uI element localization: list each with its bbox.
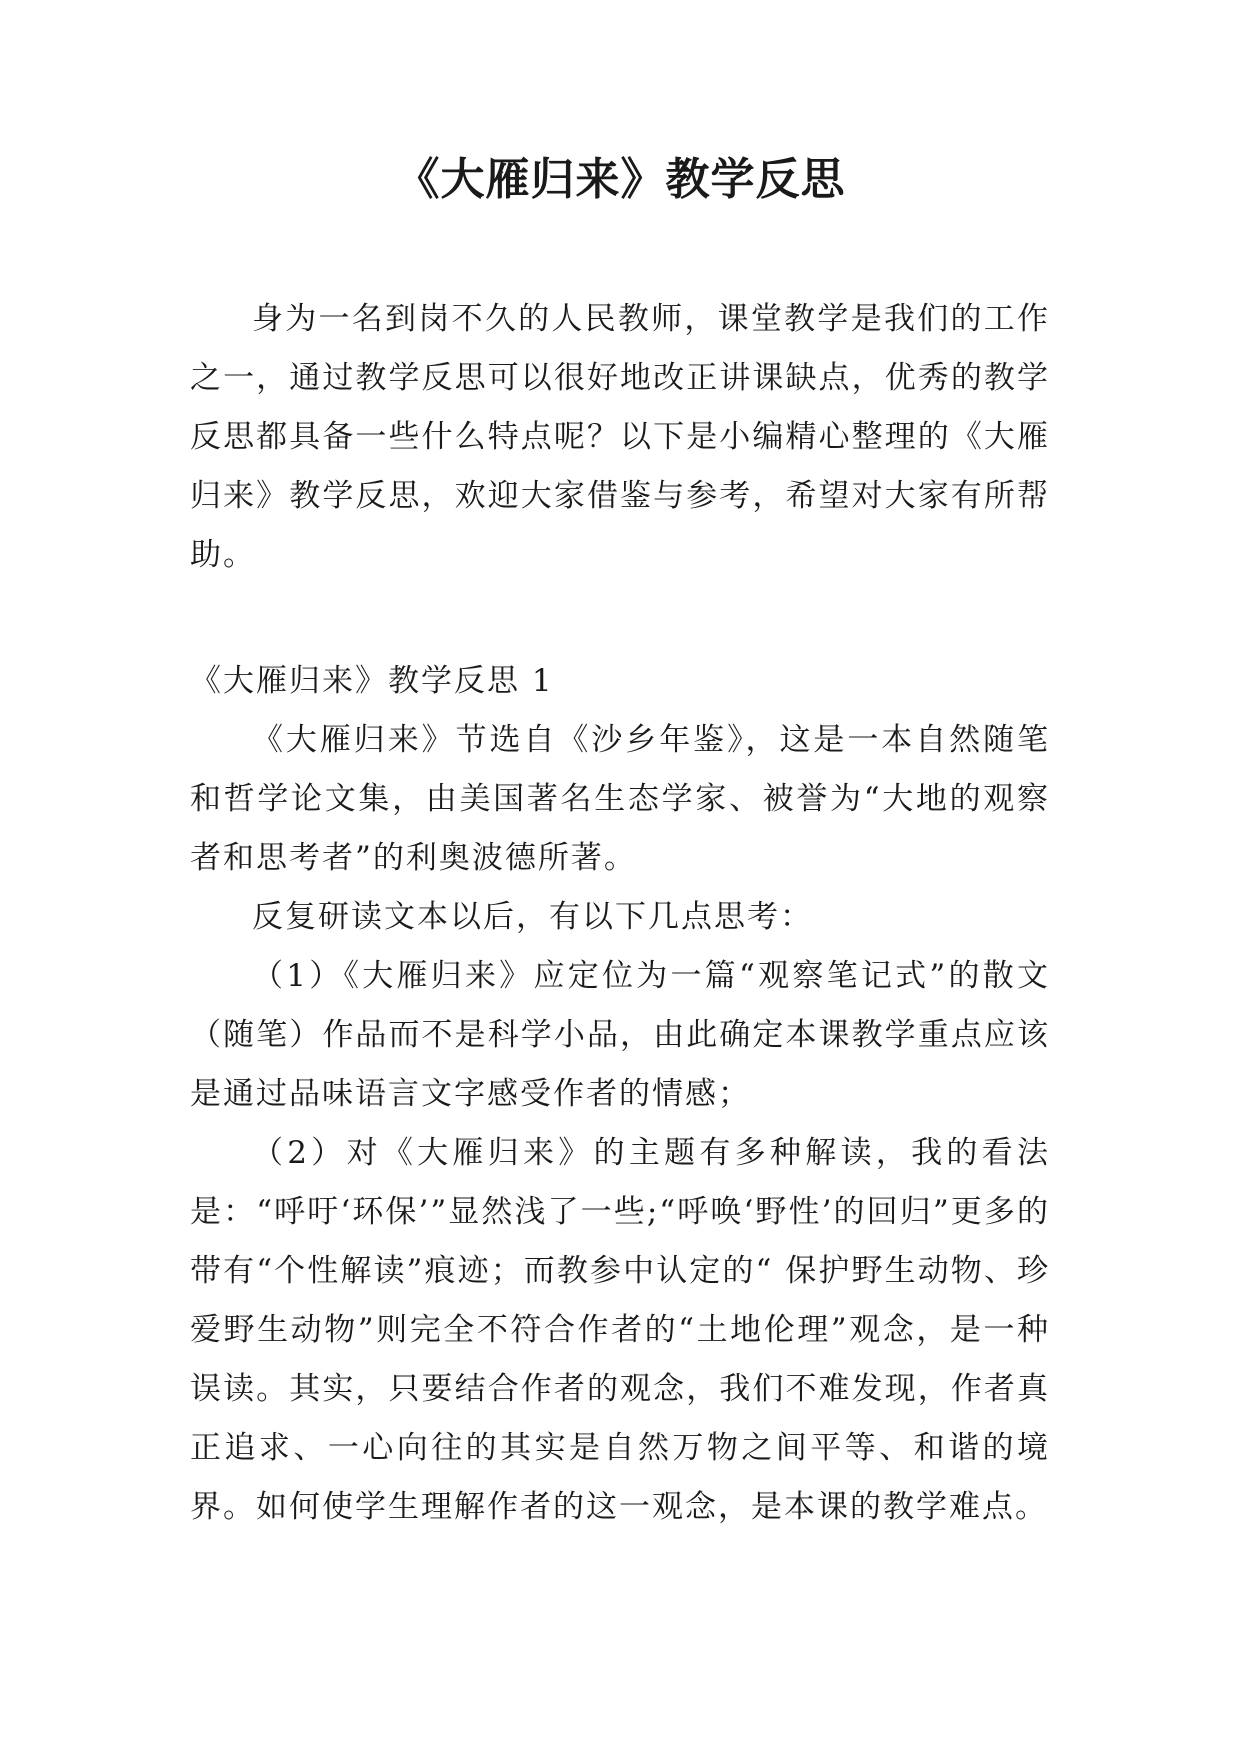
body-paragraph: 《大雁归来》节选自《沙乡年鉴》，这是一本自然随笔和哲学论文集，由美国著名生态学家、被誉为“大地的观察者和思考者”的利奥波德所著。 <box>190 722 1050 876</box>
document-title: 《大雁归来》教学反思 <box>395 154 846 205</box>
body-paragraph: （2）对《大雁归来》的主题有多种解读，我的看法是：“呼吁‘环保’”显然浅了一些;“呼唤‘野性’的回归”更多的带有“个性解读”痕迹；而教参中认定的“ 保护野生动物、珍爱野生动物”则完全不符合作者的“土地伦理”观念，是一种误读。其实，只要结合作者的观念，我们不难发现，作者真正追求、一心向往的其实是自然万物之间平等、和谐的境界。如何使学生理解作者的这一观念，是本课的教学难点。 <box>190 1135 1050 1525</box>
section-heading: 《大雁归来》教学反思 1 <box>190 663 554 699</box>
intro-paragraph: 身为一名到岗不久的人民教师，课堂教学是我们的工作之一，通过教学反思可以很好地改正讲课缺点，优秀的教学反思都具备一些什么特点呢？以下是小编精心整理的《大雁归来》教学反思，欢迎大家借鉴与参考，希望对大家有所帮助。 <box>190 301 1050 573</box>
body-paragraph: 反复研读文本以后，有以下几点思考： <box>252 899 813 935</box>
document-body <box>190 290 1050 1537</box>
body-paragraph: （1）《大雁归来》应定位为一篇“观察笔记式”的散文（随笔）作品而不是科学小品，由此确定本课教学重点应该是通过品味语言文字感受作者的情感； <box>190 958 1050 1112</box>
